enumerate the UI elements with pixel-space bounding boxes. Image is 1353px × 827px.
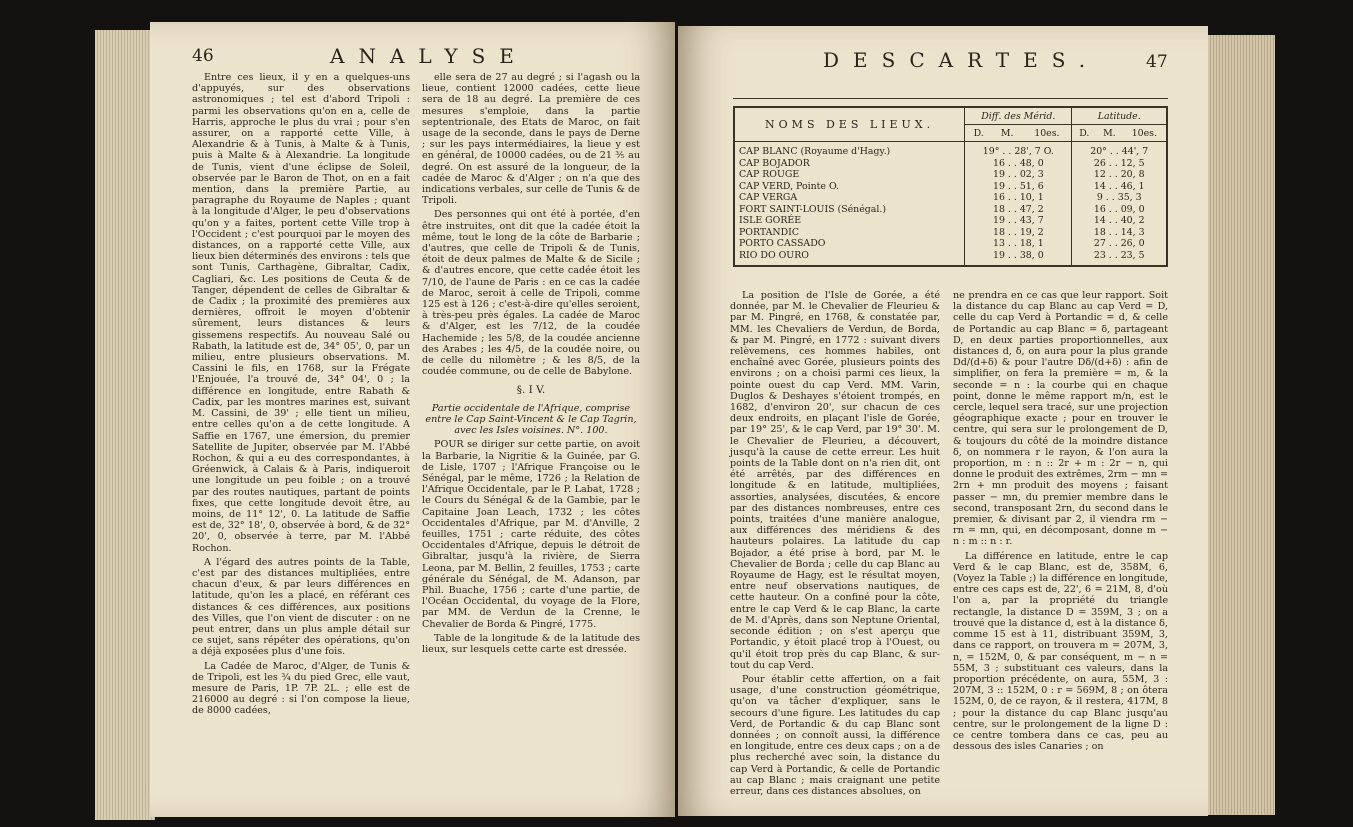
paragraph: Table de la longitude & de la latitude des lieux, sur lesquels cette carte est dressée.: [422, 632, 640, 655]
latitude: 18 . . 14, 3: [1072, 227, 1167, 239]
table-row: [734, 227, 1167, 239]
place-name: FORT SAINT-LOUIS (Sénégal.): [739, 203, 886, 215]
table-row: [734, 250, 1167, 267]
paragraph: Pour établir cette affertion, on a fait usage, d'une construction géométrique, qu'on va tâcher d'expliquer, sans le secours d'une figure. Les latitudes du cap Verd, de Portandic & du cap Blanc sont données ; on connoît aussi, la différence en longitude, entre ces deux caps ; on a de plus recherché avec soin, la distance du cap Verd à Portandic, & celle de Portandic au cap Blanc ; mais craignant une petite erreur, dans ces distances absolues, on: [730, 673, 940, 797]
latitude: 20° . . 44', 7: [1072, 142, 1167, 158]
table-row: [734, 169, 1167, 181]
paragraph: La différence en latitude, entre le cap Verd & le cap Blanc, est de, 358M, 6, (Voyez la Table ;) la différence en longitude, entre ces caps est de, 22', 6 = 21M, 8, d'où l'on a, par la propriété du triangle rectangle, la distance D = 359M, 3 ; on a trouvé que la distance d, est à la distance δ, comme 15 est à 11, distribuant 359M, 3, dans ce rapport, on trouvera m = 207M, 3, n, = 152M, 0, & par conséquent, m − n = 55M, 3 ; substituant ces valeurs, dans la proportion précédente, on aura, 55M, 3 : 207M, 3 :: 152M, 0 : r = 569M, 8 ; on ôtera 152M, 0, de ce rayon, & il restera, 417M, 8 ; pour la distance du cap Blanc jusqu'au centre, sur le prolongement de la ligne D : ce centre tombera dans ce cas, peu au dessous des isles Canaries ; on: [953, 550, 1168, 753]
table-row: [734, 204, 1167, 216]
place-name: PORTO CASSADO: [739, 238, 826, 250]
table-row: [734, 238, 1167, 250]
place-name: CAP VERD, Pointe O.: [739, 180, 840, 192]
table-row: [734, 158, 1167, 170]
place-name: CAP VERGA: [739, 192, 798, 204]
table-row: [734, 181, 1167, 193]
section-title: §. I V.: [516, 384, 546, 397]
right-page-edges: [1205, 35, 1275, 815]
paragraph: ne prendra en ce cas que leur rapport. Soit la distance du cap Blanc au cap Verd = D, celle du cap Verd à Portandic = d, & celle de Portandic au cap Blanc = δ, partageant D, en deux parties proportionnelles, aux distances d, δ, on aura pour la plus grande Dd/(d+δ) & pour l'autre Dδ/(d+δ) : afin de simplifier, on fera la première = m, & la seconde = n : la courbe qui en chaque point, donne le même rapport m/n, est le cercle, lequel sera tracé, sur une projection géographique exacte ; pour en trouver le centre, qui sera sur le prolongement de D, & toujours du côté de la moindre distance δ, on nommera r le rayon, & l'on aura la proportion, m : n :: 2r + m : 2r − n, qui donne le produit des extrêmes, 2rm − mn = 2rn + mn produit des moyens ; faisant passer − mn, du premier membre dans le second, transposant 2rn, du second dans le premier, & divisant par 2, il viendra rm − rn = mn, qui, en décomposant, donne m − n : m :: n : r.: [953, 290, 1168, 548]
sub-header: D.: [965, 125, 992, 142]
paragraph: Entre ces lieux, il y en a quelques-uns d'appuyés, sur des observations astronomiques ; tel est d'abord Tripoli : parmi les observations qu'on en a, celle de Harris, approche le plus du vrai ; pour s'en assurer, on a rapporté cette Ville, à Alexandrie & à Tunis, à Malte & à Tunis, puis à Malte & à Alexandrie. La longitude de Tunis, vient d'une éclipse de Soleil, observée par le Baron de Thot, on en a fait mention, dans la première Partie, au paragraphe du Royaume de Naples ; quant à la longitude d'Alger, le peu d'observations qu'on y a faites, portent cette Ville trop à l'Occident ; c'est pourquoi par le moyen des distances, on a rapporté cette Ville, aux lieux bien déterminés des environs : tels que sont Tunis, Carthagène, Gibraltar, Cadix, Cagliari, &c. Les positions de Ceuta & de Tanger, dépendent de celles de Gibraltar & de Cadix ; la proximité des premières aux dernières, offroit le moyen d'obtenir sûrement, leurs distances & leurs gissemens respectifs. Au nouveau Salé ou Rabath, la latitude est de, 34° 05', 0, par un milieu, entre plusieurs observations. M. Cassini le fils, en 1768, sur la Frégate l'Enjouée, l'a trouvé de, 34° 04', 0 ; la différence en longitude, entre Rabath & Cadix, par les montres marines est, suivant M. Cassini, de 39' ; elle tient un milieu, entre celles qu'on a de cette longitude. A Saffie en 1767, une émersion, du premier Satellite de Jupiter, observée par M. l'Abbé Rochon, & qui a eu des correspondantes, à Gréenwick, à Calais & à Paris, indiqueroit une longitude un peu foible ; on a trouvé par des routes nautiques, partant de points fixes, que cette longitude devoit être, au moins, de 11° 12', 0. La latitude de Saffie est de, 32° 18', 0, observée à bord, & de 32° 20', 0, observée à terre, par M. l'Abbé Rochon.: [192, 72, 411, 554]
meridian-diff: 18 . . 19, 2: [965, 227, 1072, 239]
left-page-number: 46: [192, 46, 214, 66]
meridian-diff: 16 . . 48, 0: [965, 158, 1072, 170]
paragraph: La Cadée de Maroc, d'Alger, de Tunis & de Tripoli, est les ¾ du pied Grec, elle vaut, mesure de Paris, 1P. 7P. 2L. ; elle est de 216000 au degré : si l'on compose la lieue, de 8000 cadées,: [192, 660, 410, 717]
right-page: [678, 26, 1208, 816]
sub-header: D.: [1072, 125, 1096, 142]
paragraph: POUR se diriger sur cette partie, on avoit la Barbarie, la Nigritie & la Guinée, par G. de Lisle, 1707 ; l'Afrique Françoise ou le Sénégal, par le même, 1726 ; la Relation de l'Afrique Occidentale, par le P. Labat, 1728 ; le Cours du Sénégal & de la Gambie, par le Capitaine Joan Leach, 1732 ; les côtes Occidentales d'Afrique, par M. d'Anville, 2 feuilles, 1751 ; carte réduite, des côtes Occidentales d'Afrique, depuis le détroit de Gibraltar, jusqu'à la rivière, de Sierra Leona, par M. Bellin, 2 feuilles, 1753 ; carte générale du Sénégal, de M. Adanson, par Phil. Buache, 1756 ; carte d'une partie, de l'Océan Occidental, du voyage de la Flore, par MM. de Verdun de la Crenne, le Chevalier de Borda & Pingré, 1775.: [422, 439, 640, 630]
right-running-head: DESCARTES.: [823, 48, 1100, 72]
table-row: [734, 215, 1167, 227]
left-page: [150, 22, 675, 817]
right-column-1: [730, 290, 940, 800]
meridian-diff: 19° . . 28', 7 O.: [965, 142, 1072, 158]
left-running-head: ANALYSE: [330, 44, 528, 68]
meridian-diff: 19 . . 38, 0: [965, 250, 1072, 267]
latitude: 26 . . 12, 5: [1072, 158, 1167, 170]
latitude: 9 . . 35, 3: [1072, 192, 1167, 204]
right-column-2: [953, 290, 1168, 755]
left-column-1: [192, 72, 410, 720]
place-name: RIO DO OURO: [739, 249, 809, 261]
col-header-diff: Diff. des Mérid.: [965, 107, 1072, 125]
paragraph: La position de l'Isle de Gorée, a été donnée, par M. le Chevalier de Fleurieu & par M. Pingré, en 1768, & constatée par, MM. les Chevaliers de Verdun, de Borda, & par M. Pingré, en 1772 : suivant divers relèvemens, ces hommes habiles, ont enchaîné avec Gorée, plusieurs points des environs ; on a choisi parmi ces lieux, la pointe ouest du cap Verd. MM. Varin, Duglos & Deshayes s'étoient trompés, en 1682, d'environ 20', sur chacun de ces deux endroits, en plaçant l'isle de Gorée, par 19° 25', & le cap Verd, par 19° 30'. M. le Chevalier de Fleurieu, a découvert, jusqu'à la cause de cette erreur. Les huit points de la Table dont on n'a rien dit, ont été arrêtés, par des différences en longitude & en latitude, multipliées, assorties, analysées, discutées, & encore par des distances nombreuses, entre ces points, traitées d'une manière analogue, aux différences des méridiens & des hauteurs polaires. La latitude du cap Bojador, a été prise à bord, par M. le Chevalier de Borda ; celle du cap Blanc au Royaume de Hagy, est le résultat moyen, entre neuf observations nautiques, de cette hauteur. On a confiné pour la côte, entre le cap Verd & le cap Blanc, la carte de M. d'Après, dans son Neptune Oriental, seconde édition ; on s'est aperçu que Portandic, y étoit placé trop à l'Ouest, ou qu'il étoit trop près du cap Blanc, & sur-tout du cap Verd.: [730, 290, 940, 671]
place-name: ISLE GORÉE: [739, 215, 802, 227]
paragraph: A l'égard des autres points de la Table, c'est par des distances multipliées, entre chacun d'eux, & par leurs différences en latitude, qu'on les a placé, en référant ces distances & ces différences, aux positions des Villes, que l'on vient de discuter : on ne peut entrer, dans un plus ample détail sur ce sujet, sans répéter des opérations, qu'on a déjà exposées plus d'une fois.: [192, 556, 410, 658]
col-header-names: NOMS DES LIEUX.: [734, 107, 965, 142]
meridian-diff: 13 . . 18, 1: [965, 238, 1072, 250]
sub-header: M.: [992, 125, 1022, 142]
sub-header: 10es.: [1022, 125, 1072, 142]
right-page-number: 47: [1146, 52, 1168, 72]
latitude: 27 . . 26, 0: [1072, 238, 1167, 250]
place-name: PORTANDIC: [739, 226, 799, 238]
sub-header: M.: [1096, 125, 1123, 142]
section-subtitle: Partie occidentale de l'Afrique, comprise entre le Cap Saint-Vincent & le Cap Tagrin, avec les Isles voisines. N°. 100.: [425, 402, 637, 437]
table-row: [734, 192, 1167, 204]
meridian-diff: 19 . . 02, 3: [965, 169, 1072, 181]
sub-header: 10es.: [1123, 125, 1167, 142]
latitude: 16 . . 09, 0: [1072, 204, 1167, 216]
meridian-diff: 19 . . 51, 6: [965, 181, 1072, 193]
header-rule: [733, 98, 1168, 99]
latitude: 14 . . 40, 2: [1072, 215, 1167, 227]
left-page-edges: [95, 30, 155, 820]
place-name: CAP BLANC (Royaume d'Hagy.): [739, 146, 891, 158]
table-row: [734, 142, 1167, 158]
meridian-diff: 18 . . 47, 2: [965, 204, 1072, 216]
meridian-diff: 16 . . 10, 1: [965, 192, 1072, 204]
latitude: 12 . . 20, 8: [1072, 169, 1167, 181]
left-column-2: [422, 72, 640, 658]
place-name: CAP BOJADOR: [739, 157, 810, 169]
place-name: CAP ROUGE: [739, 169, 800, 181]
paragraph: Des personnes qui ont été à portée, d'en être instruites, ont dit que la cadée étoit la même, tout le long de la côte de Barbarie ; d'autres, que celle de Tripoli & de Tunis, étoit de deux palmes de Malte & de Sicile ; & d'autres encore, que cette cadée étoit les 7/10, de l'aune de Paris : en ce cas la cadée de Maroc, seroit à celle de Tripoli, comme 125 est à 126 ; c'est-à-dire qu'elles seroient, à très-peu près égales. La cadée de Maroc & d'Alger, est les 7/12, de la coudée Hachemide ; les 5/8, de la coudée ancienne des Arabes ; les 4/5, de la coudée noire, ou de celle du nilomètre ; & les 8/5, de la coudée commune, ou de celle de Babylone.: [422, 209, 640, 378]
col-header-latitude: Latitude.: [1072, 107, 1167, 125]
latitude: 23 . . 23, 5: [1072, 250, 1167, 267]
paragraph: elle sera de 27 au degré ; si l'agash ou la lieue, contient 12000 cadées, cette lieue sera de 18 au degré. La première de ces mesures s'emploie, dans la partie septentrionale, des Etats de Maroc, on fait usage de la seconde, dans le pays de Derne ; sur les pays intermédiaires, la lieue y est en général, de 10000 cadées, ou de 21 ⅗ au degré. On est assuré de la longueur, de la cadée de Maroc & d'Alger ; on n'a que des indications verbales, sur celle de Tunis & de Tripoli.: [422, 72, 640, 207]
places-table: [733, 106, 1168, 267]
latitude: 14 . . 46, 1: [1072, 181, 1167, 193]
meridian-diff: 19 . . 43, 7: [965, 215, 1072, 227]
